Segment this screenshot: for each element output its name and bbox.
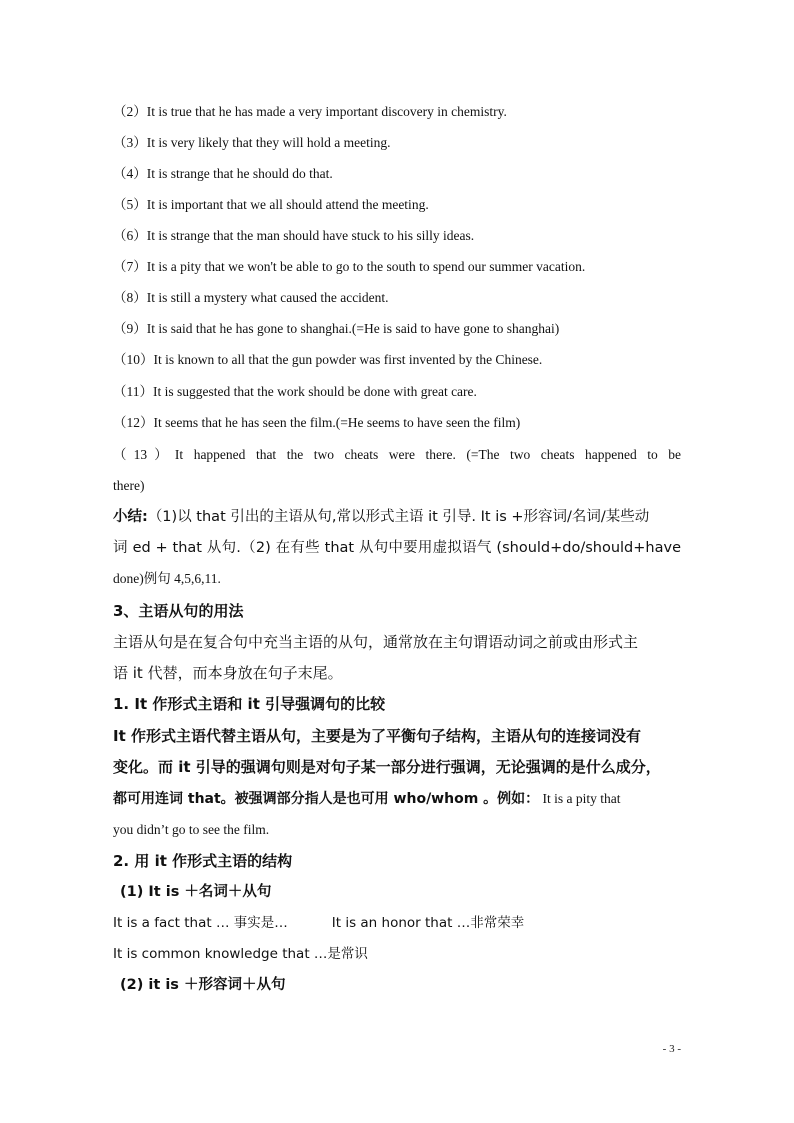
example-2: （2）It is true that he has made a very important discovery in chemistry. [113, 104, 507, 119]
point-2-heading: 2. 用 it 作形式主语的结构 [113, 852, 293, 870]
point-1-body-1: It 作形式主语代替主语从句，主要是为了平衡句子结构，主语从句的连接词没有 [113, 727, 641, 745]
point-1-body-3-tail: It is a pity that [539, 791, 621, 806]
point-2-sub-2: (2) it is ＋形容词＋从句 [120, 977, 286, 993]
point-1-body-4: you didn’t go to see the film. [113, 822, 270, 837]
example-6: （6）It is strange that the man should have stuck to his silly ideas. [113, 228, 475, 243]
example-9: （9）It is said that he has gone to shanghai.(=He is said to have gone to shanghai) [113, 321, 560, 336]
summary-text-1: （1)以 that 引出的主语从句,常以形式主语 it 引导. It is +形容词/名词/某些动 [147, 509, 650, 525]
example-10: （10）It is known to all that the gun powder was first invented by the Chinese. [113, 352, 543, 367]
example-12: （12）It seems that he has seen the film.(=He seems to have seen the film) [113, 415, 521, 430]
section-3-body-1: 主语从句是在复合句中充当主语的从句，通常放在主句谓语动词之前或由形式主 [113, 633, 639, 651]
section-3-body-2: 语 it 代替，而本身放在句子末尾。 [113, 664, 343, 682]
point-2-examples-1 [113, 914, 681, 932]
point-1-body-3 [113, 790, 681, 808]
point-1-heading: 1. It 作形式主语和 it 引导强调句的比较 [113, 695, 386, 713]
example-3: （3）It is very likely that they will hold a meeting. [113, 135, 391, 150]
page-number: - 3 - [662, 1043, 681, 1055]
point-2-sub-1: (1) It is ＋名词＋从句 [120, 884, 272, 900]
example-8: （8）It is still a mystery what caused the accident. [113, 290, 389, 305]
summary-line-3: done)例句 4,5,6,11. [113, 571, 221, 586]
summary-line-1 [113, 508, 681, 526]
example-5: （5）It is important that we all should attend the meeting. [113, 197, 429, 212]
point-1-body-3-bold: 都可用连词 that。被强调部分指人是也可用 who/whom 。例如： [113, 791, 540, 807]
example-7: （7）It is a pity that we won't be able to go to the south to spend our summer vacation. [113, 259, 586, 274]
point-2-examples-2: It is common knowledge that …是常识 [113, 946, 368, 962]
example-4: （4）It is strange that he should do that. [113, 166, 333, 181]
section-3-heading: 3、主语从句的用法 [113, 602, 244, 620]
point-1-body-2: 变化。而 it 引导的强调句则是对句子某一部分进行强调，无论强调的是什么成分， [113, 758, 661, 776]
example-honor: It is an honor that …非常荣幸 [331, 915, 525, 931]
summary-label: 小结: [113, 509, 148, 525]
example-fact: It is a fact that … 事实是… [113, 915, 288, 931]
example-13-continued: there) [113, 478, 145, 493]
example-13: （13）It happened that the two cheats were there. (=The two cheats happened to be [113, 447, 681, 462]
summary-line-2: 词 ed + that 从句.（2) 在有些 that 从句中要用虚拟语气 (should+do/should+have [113, 540, 681, 556]
example-11: （11）It is suggested that the work should be done with great care. [113, 384, 477, 399]
